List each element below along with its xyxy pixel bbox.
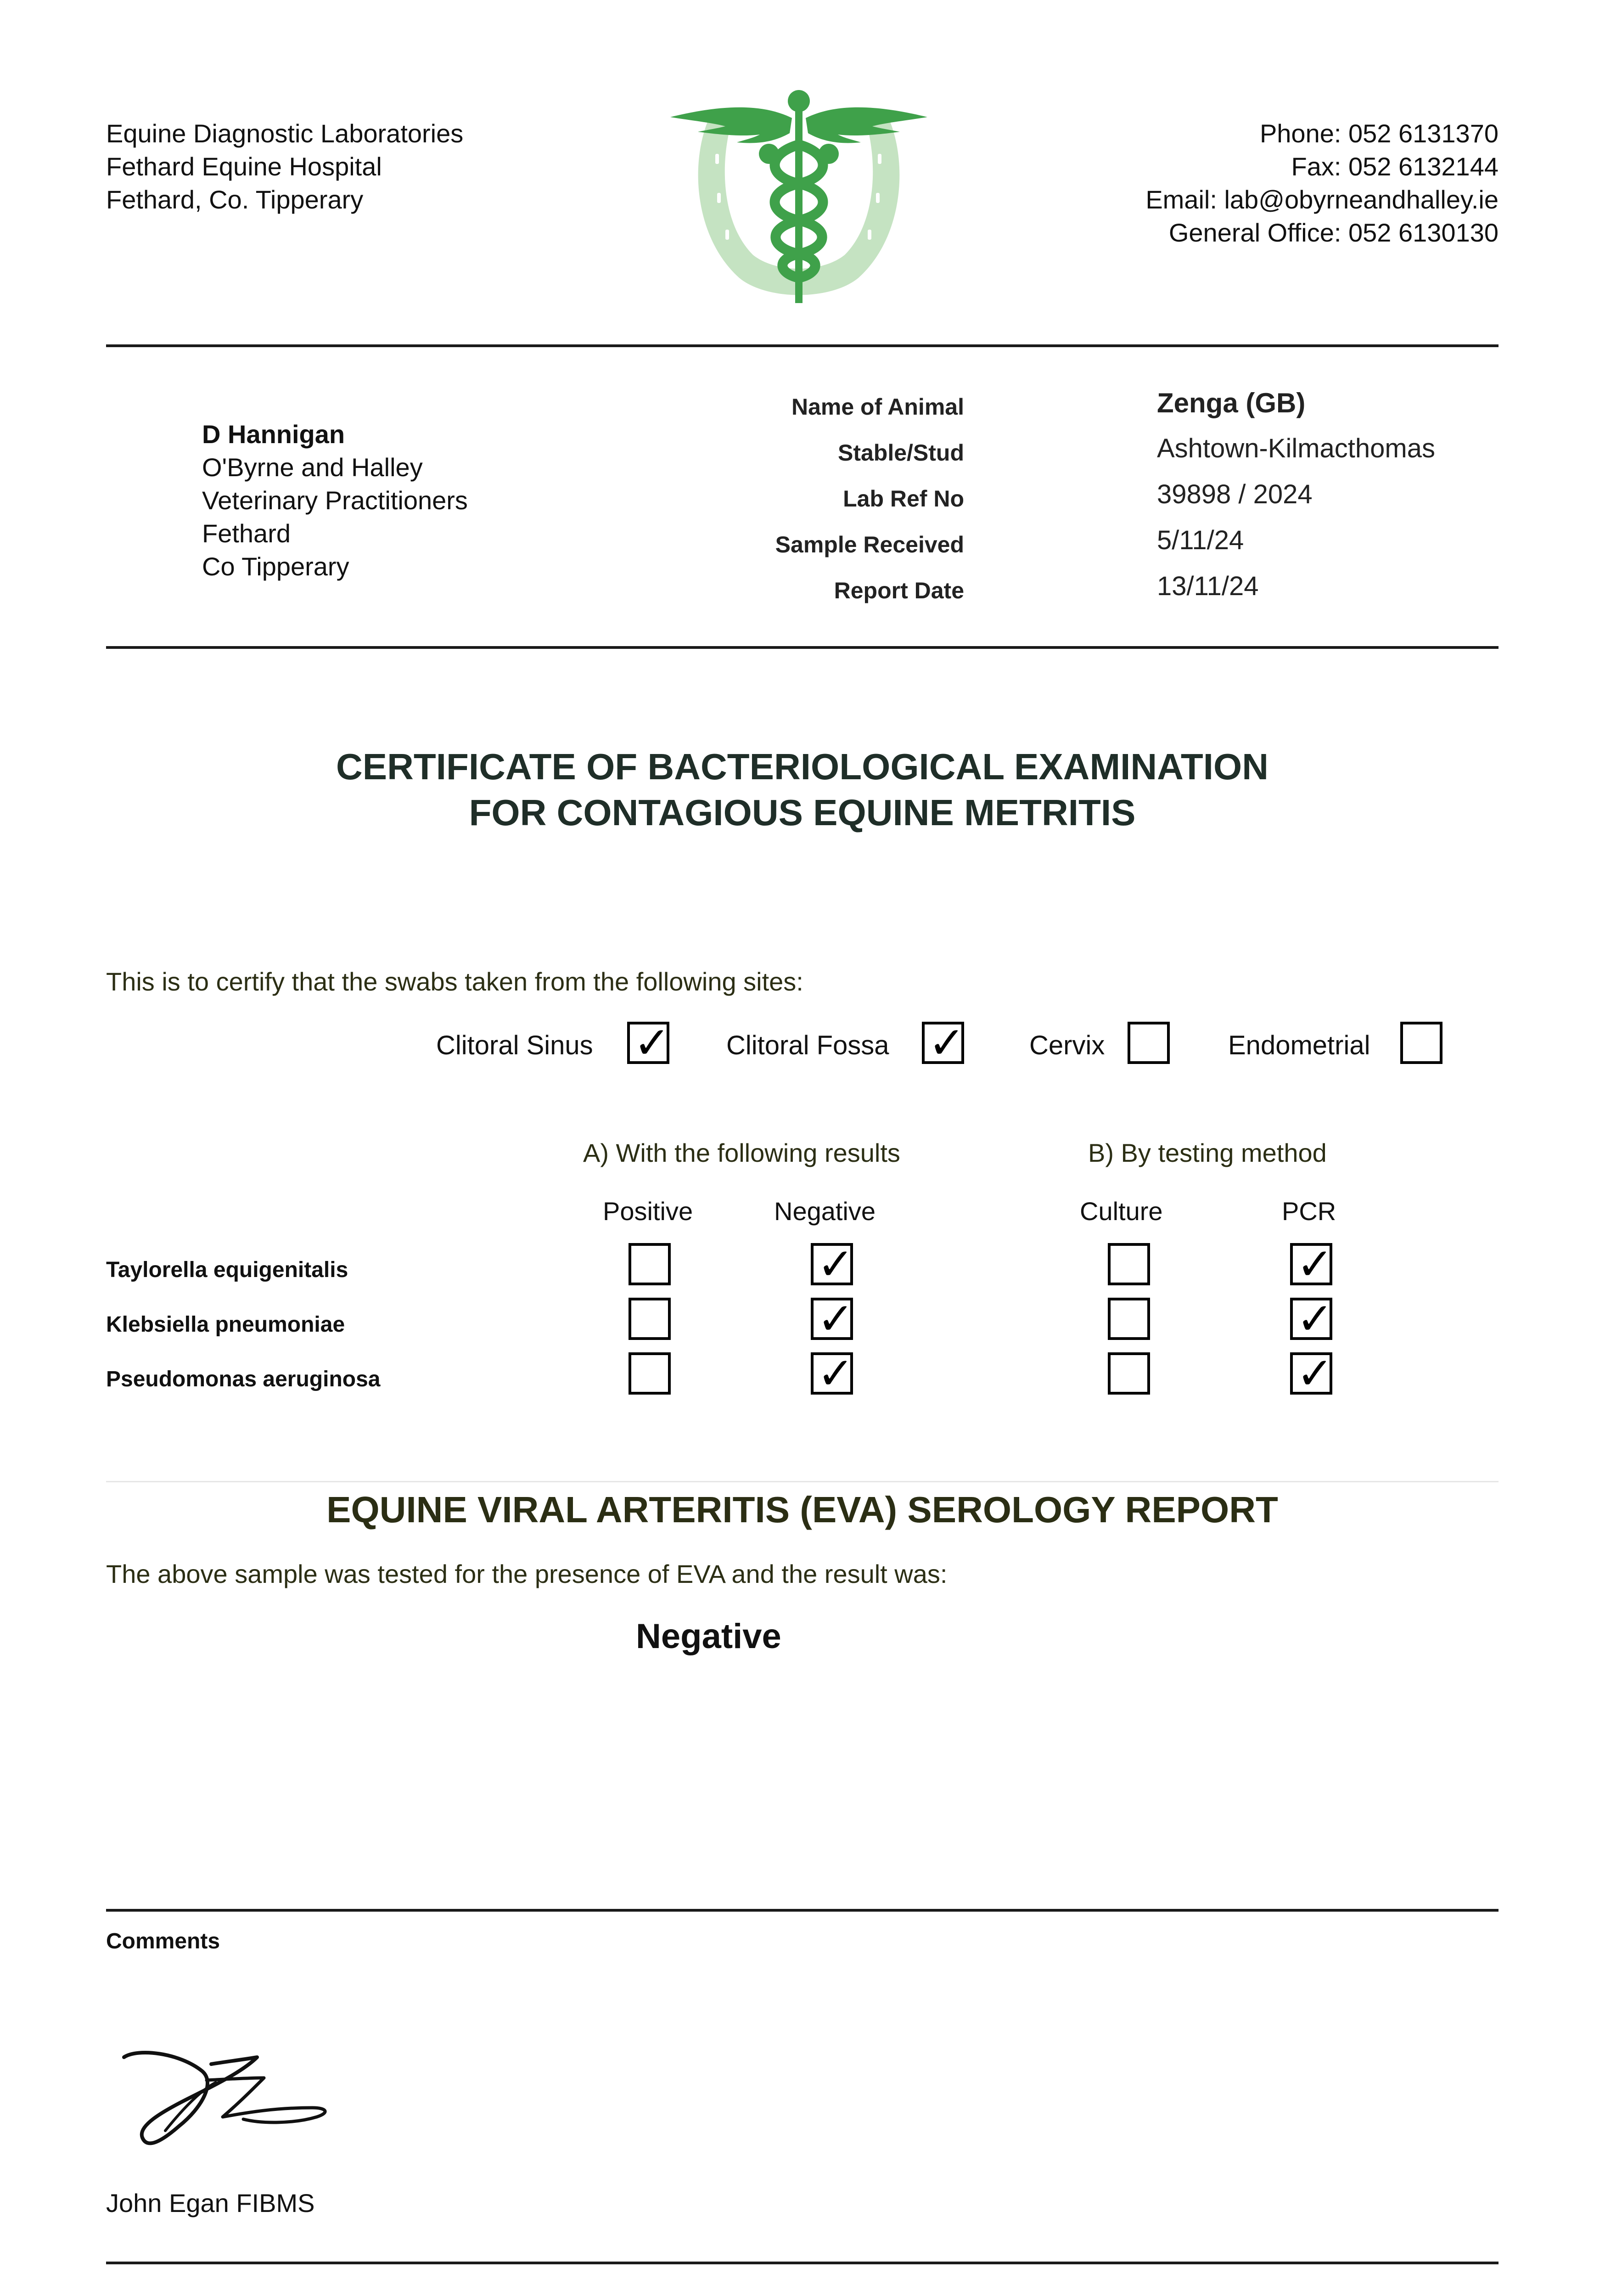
certificate-title-line: CERTIFICATE OF BACTERIOLOGICAL EXAMINATION (336, 746, 1269, 787)
section-divider (106, 1481, 1499, 1482)
meta-lab-ref (735, 479, 1515, 525)
check-mark-icon: ✓ (817, 1348, 854, 1399)
meta-value: 13/11/24 (1157, 571, 1259, 601)
header-divider (106, 344, 1499, 347)
footer-divider (106, 2262, 1499, 2264)
eva-result: Negative (636, 1617, 781, 1656)
check-mark-icon: ✓ (1296, 1348, 1334, 1399)
email-text: Email: lab@obyrneandhalley.ie (1145, 185, 1499, 214)
eva-text: The above sample was tested for the presence of EVA and the result was: (106, 1559, 948, 1588)
organism-name: Taylorella equigenitalis (106, 1258, 348, 1282)
meta-label: Stable/Stud (837, 440, 964, 466)
meta-label: Name of Animal (791, 394, 964, 420)
column-culture: Culture (1080, 1197, 1163, 1226)
meta-label: Lab Ref No (843, 486, 964, 512)
results-heading: A) With the following results (583, 1138, 900, 1167)
site-checkbox-cervix[interactable] (1128, 1022, 1170, 1064)
meta-value: 39898 / 2024 (1157, 479, 1313, 509)
positive-checkbox[interactable] (629, 1298, 671, 1340)
meta-report-date (735, 571, 1515, 617)
meta-sample-received (735, 525, 1515, 571)
lab-location: Fethard, Co. Tipperary (106, 185, 364, 214)
site-label-endometrial: Endometrial (1228, 1030, 1370, 1060)
recipient-address (202, 418, 468, 583)
phone-text: Phone: 052 6131370 (1259, 119, 1499, 148)
negative-checkbox[interactable] (811, 1293, 854, 1345)
check-mark-icon: ✓ (1296, 1238, 1334, 1290)
meta-label: Sample Received (775, 532, 964, 557)
check-mark-icon: ✓ (817, 1293, 854, 1345)
lab-hospital: Fethard Equine Hospital (106, 152, 382, 181)
site-label-clitoral-sinus: Clitoral Sinus (436, 1030, 593, 1060)
check-mark-icon: ✓ (928, 1017, 965, 1069)
recipient-line: O'Byrne and Halley (202, 453, 423, 482)
meta-animal-name (735, 387, 1515, 433)
recipient-line: Co Tipperary (202, 552, 349, 581)
organism-name: Klebsiella pneumoniae (106, 1312, 345, 1337)
check-mark-icon: ✓ (817, 1238, 854, 1290)
recipient-name: D Hannigan (202, 420, 345, 449)
pcr-checkbox[interactable] (1290, 1348, 1334, 1399)
culture-checkbox[interactable] (1108, 1243, 1150, 1285)
positive-checkbox[interactable] (629, 1243, 671, 1285)
comments-divider (106, 1909, 1499, 1912)
fax-text: Fax: 052 6132144 (1291, 152, 1499, 181)
caduceus-horseshoe-icon (661, 85, 937, 315)
culture-checkbox[interactable] (1108, 1298, 1150, 1340)
certificate-title-line: FOR CONTAGIOUS EQUINE METRITIS (469, 792, 1136, 833)
site-checkbox-clitoral-sinus[interactable] (627, 1017, 671, 1069)
signer-name: John Egan FIBMS (106, 2189, 315, 2217)
site-label-clitoral-fossa: Clitoral Fossa (726, 1030, 889, 1060)
check-mark-icon: ✓ (634, 1017, 671, 1069)
negative-checkbox[interactable] (811, 1348, 854, 1399)
signature (110, 2039, 349, 2158)
negative-checkbox[interactable] (811, 1238, 854, 1290)
certify-text: This is to certify that the swabs taken from the following sites: (106, 967, 803, 996)
lab-contact (1145, 117, 1499, 249)
lab-address (106, 117, 463, 216)
column-negative: Negative (774, 1197, 876, 1226)
meta-divider (106, 646, 1499, 649)
meta-label: Report Date (834, 578, 964, 603)
column-pcr: PCR (1282, 1197, 1336, 1226)
pcr-checkbox[interactable] (1290, 1238, 1334, 1290)
certificate-title (106, 744, 1499, 836)
lab-name: Equine Diagnostic Laboratories (106, 119, 464, 148)
column-positive: Positive (603, 1197, 693, 1226)
check-mark-icon: ✓ (1296, 1293, 1334, 1345)
meta-value: 5/11/24 (1157, 525, 1244, 555)
recipient-line: Veterinary Practitioners (202, 486, 468, 515)
method-heading: B) By testing method (1088, 1138, 1327, 1167)
meta-stable (735, 433, 1515, 479)
office-text: General Office: 052 6130130 (1168, 218, 1499, 247)
site-checkbox-clitoral-fossa[interactable] (922, 1017, 965, 1069)
meta-value: Ashtown-Kilmacthomas (1157, 433, 1435, 463)
pcr-checkbox[interactable] (1290, 1293, 1334, 1345)
positive-checkbox[interactable] (629, 1352, 671, 1395)
eva-title: EQUINE VIRAL ARTERITIS (EVA) SEROLOGY REPORT (326, 1489, 1278, 1530)
meta-value: Zenga (GB) (1157, 388, 1306, 418)
comments-label: Comments (106, 1929, 220, 1953)
site-checkbox-endometrial[interactable] (1400, 1022, 1442, 1064)
organism-name: Pseudomonas aeruginosa (106, 1367, 381, 1391)
site-label-cervix: Cervix (1029, 1030, 1105, 1060)
culture-checkbox[interactable] (1108, 1352, 1150, 1395)
recipient-line: Fethard (202, 519, 291, 548)
